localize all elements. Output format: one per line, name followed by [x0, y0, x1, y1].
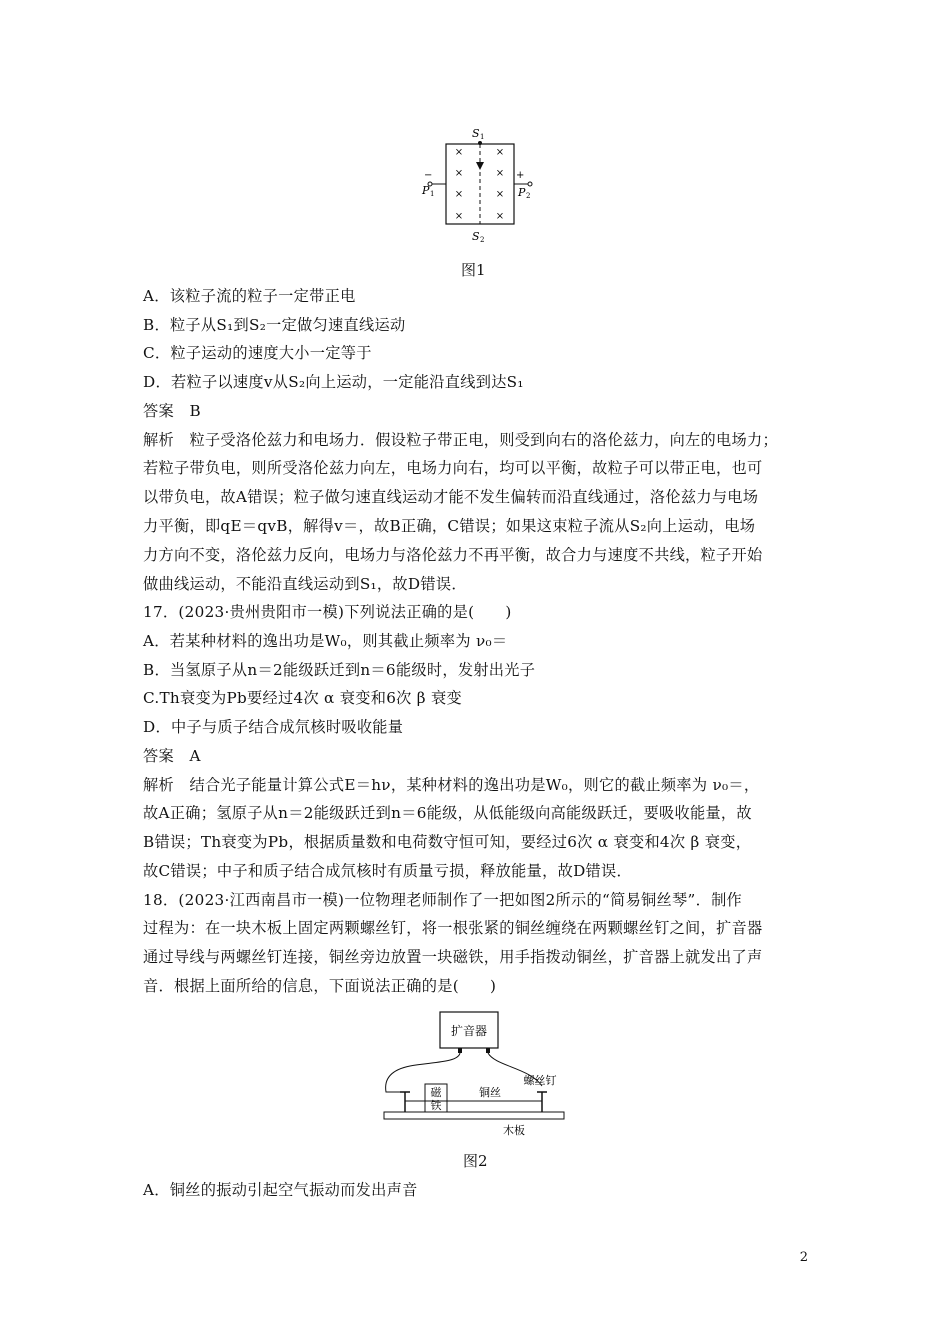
q17-option-a: A．若某种材料的逸出功是W₀，则其截止频率为 ν₀＝ — [143, 632, 508, 650]
q16-option-a: A．该粒子流的粒子一定带正电 — [143, 287, 356, 305]
q16-analysis-line: 做曲线运动，不能沿直线运动到S₁，故D错误． — [143, 575, 467, 593]
q16-answer: 答案 B — [143, 402, 201, 420]
figure-2-copper-wire-harp — [380, 1008, 575, 1140]
q16-option-c: C．粒子运动的速度大小一定等于 — [143, 344, 372, 362]
sign-plus: + — [516, 170, 525, 181]
magnet-label-2: 铁 — [430, 1099, 442, 1112]
label-p2: P — [518, 186, 526, 199]
q16-analysis-line: 力平衡，即qE＝qvB，解得v＝，故B正确，C错误；如果这束粒子流从S₂向上运动，电场 — [143, 517, 756, 535]
field-mark: × — [454, 168, 464, 179]
field-mark: × — [495, 189, 505, 200]
q18-option-a: A．铜丝的振动引起空气振动而发出声音 — [143, 1181, 418, 1199]
q16-analysis-line: 解析 粒子受洛伦兹力和电场力．假设粒子带正电，则受到向右的洛伦兹力，向左的电场力； — [143, 431, 778, 449]
q17-analysis-line: B错误；Th衰变为Pb，根据质量数和电荷数守恒可知，要经过6次 α 衰变和4次 β 衰变， — [143, 833, 752, 851]
label-p1-sub: 1 — [430, 190, 435, 198]
label-p1: P — [422, 184, 430, 197]
q16-analysis-line: 以带负电，故A错误；粒子做匀速直线运动才能不发生偏转而沿直线通过，洛伦兹力与电场 — [143, 488, 759, 506]
label-s2: S — [472, 230, 480, 243]
label-s1: S — [472, 127, 480, 140]
sign-minus: − — [424, 170, 433, 181]
q17-stem: 17．(2023·贵州贵阳市一模)下列说法正确的是( ) — [143, 603, 512, 621]
q16-option-b: B．粒子从S₁到S₂一定做匀速直线运动 — [143, 316, 406, 334]
wire-label: 铜丝 — [479, 1086, 501, 1099]
q17-option-b: B．当氢原子从n＝2能级跃迁到n＝6能级时，发射出光子 — [143, 661, 536, 679]
field-mark: × — [495, 147, 505, 158]
q18-stem-line: 过程为：在一块木板上固定两颗螺丝钉，将一根张紧的铜丝缠绕在两颗螺丝钉之间，扩音器 — [143, 919, 763, 937]
figure-2-caption: 图2 — [463, 1152, 488, 1170]
q16-option-d: D．若粒子以速度v从S₂向上运动，一定能沿直线到达S₁ — [143, 373, 524, 391]
q17-analysis-line: 故C错误；中子和质子结合成氘核时有质量亏损，释放能量，故D错误． — [143, 862, 633, 880]
field-mark: × — [454, 189, 464, 200]
q18-stem-line: 18．(2023·江西南昌市一模)一位物理老师制作了一把如图2所示的“简易铜丝琴”．制作 — [143, 891, 743, 909]
figure-1-caption: 图1 — [461, 261, 486, 279]
page-number: 2 — [799, 1250, 808, 1265]
q16-analysis-line: 力方向不变，洛伦兹力反向，电场力与洛伦兹力不再平衡，故合力与速度不共线，粒子开始 — [143, 546, 763, 564]
field-mark: × — [454, 147, 464, 158]
q17-option-d: D．中子与质子结合成氘核时吸收能量 — [143, 718, 404, 736]
magnet-label-1: 磁 — [430, 1086, 442, 1099]
q17-answer: 答案 A — [143, 747, 201, 765]
q17-analysis-line: 故A正确；氢原子从n＝2能级跃迁到n＝6能级，从低能级向高能级跃迁，要吸收能量，故 — [143, 804, 752, 822]
field-mark: × — [454, 211, 464, 222]
speaker-label: 扩音器 — [450, 1024, 488, 1038]
board-label: 木板 — [503, 1124, 525, 1137]
field-mark: × — [495, 168, 505, 179]
label-s2-sub: 2 — [480, 236, 485, 244]
q17-option-c: C.Th衰变为Pb要经过4次 α 衰变和6次 β 衰变 — [143, 689, 462, 707]
field-mark: × — [495, 211, 505, 222]
screw-label: 螺丝钉 — [523, 1074, 557, 1087]
q18-stem-line: 通过导线与两螺丝钉连接，铜丝旁边放置一块磁铁，用手指拨动铜丝，扩音器上就发出了声 — [143, 948, 763, 966]
label-s1-sub: 1 — [480, 133, 485, 141]
q18-stem-line: 音．根据上面所给的信息，下面说法正确的是( ) — [143, 977, 497, 995]
q17-analysis-line: 解析 结合光子能量计算公式E＝hν，某种材料的逸出功是W₀，则它的截止频率为 ν₀＝， — [143, 776, 760, 794]
q16-analysis-line: 若粒子带负电，则所受洛伦兹力向左，电场力向右，均可以平衡，故粒子可以带正电，也可 — [143, 459, 763, 477]
figure-1-velocity-selector — [410, 124, 550, 249]
label-p2-sub: 2 — [526, 192, 531, 200]
